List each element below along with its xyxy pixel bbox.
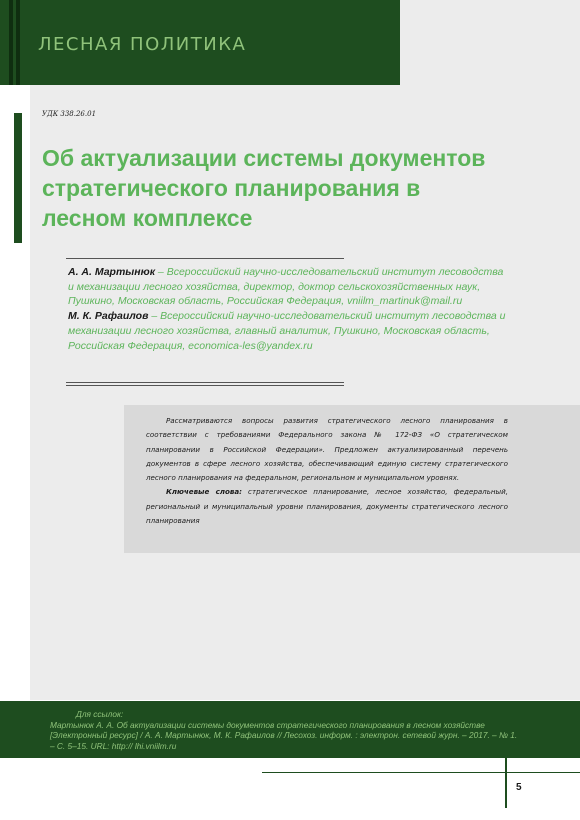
author-name: М. К. Рафаилов bbox=[68, 310, 149, 323]
article-title: Об актуализации системы документов стратегического планирования в лесном комплексе bbox=[42, 145, 486, 231]
abstract-text: Рассматриваются вопросы развития стратегического лесного планирования в соответствии с требованиями Федерального закона № 172-ФЗ «О стратегическом планировании в Российской Федерации». Предложен актуализированный перечень документов в сфере лесного хозяйства, обеспечивающий единую систему стратегического лесного планирования на федеральном, региональном и муниципальном уровнях. bbox=[146, 416, 508, 483]
authors-bottom-rule bbox=[66, 382, 344, 383]
citation-text: Мартынюк А. А. Об актуализации системы документов стратегического планирования в лесном хозяйстве [Электронный ресурс] / А. А. Мартынюк, М. К. Рафаилов // Лесохоз. информ. : электрон. сетевой журн. – 2017. – № 1. – С. 5–15. URL: http:// lhi.vniilm.ru bbox=[50, 719, 518, 751]
header-stripe bbox=[9, 0, 13, 85]
authors-block bbox=[68, 265, 508, 353]
keywords-text: стратегическое планирование, лесное хозяйство, федеральный, региональный и муниципальный уровни планирования, документы стратегического лесного планирования bbox=[146, 487, 508, 526]
footer-vertical-rule bbox=[505, 748, 507, 808]
citation-block bbox=[50, 709, 520, 751]
author-entry bbox=[68, 309, 508, 353]
footer-rule bbox=[262, 772, 580, 773]
abstract-block bbox=[146, 414, 508, 528]
author-entry bbox=[68, 265, 508, 309]
journal-section-title: ЛЕСНАЯ ПОЛИТИКА bbox=[38, 34, 247, 55]
authors-top-rule bbox=[66, 258, 344, 259]
header-light-panel bbox=[400, 0, 580, 85]
citation-label: Для ссылок: bbox=[76, 709, 124, 719]
keywords-line bbox=[146, 485, 508, 528]
title-accent-bar bbox=[14, 113, 22, 243]
keywords-label: Ключевые слова: bbox=[166, 487, 242, 497]
author-details: – Всероссийский научно-исследовательский институт лесоводства и механизации лесного хозяйства, директор, доктор сельскохозяйственных наук, Пушкино, Московская область, Российская Федерация, vniilm_martinuk@mail.ru bbox=[68, 266, 504, 308]
authors-bottom-rule bbox=[66, 385, 344, 386]
author-name: А. А. Мартынюк bbox=[68, 266, 156, 278]
header-stripe bbox=[16, 0, 20, 85]
page-number: 5 bbox=[516, 782, 522, 793]
author-details: – Всероссийский научно-исследовательский институт лесоводства и механизации лесного хозяйства, главный аналитик, Пушкино, Московская область, Российская Федерация, economica-les@yandex.ru bbox=[68, 310, 506, 352]
udk-code: УДК 338.26.01 bbox=[42, 110, 97, 118]
